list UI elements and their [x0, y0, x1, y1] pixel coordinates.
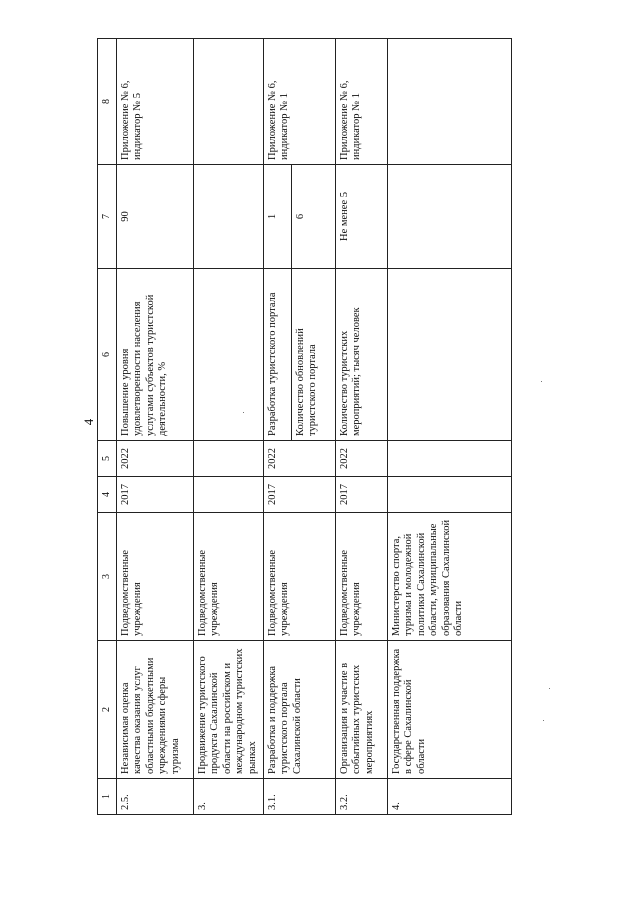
indicator-text [194, 269, 264, 441]
appendix-ref [194, 39, 264, 165]
executor: Министерство спорта, туризма и молодежной политики Сахалинской области, муниципальные образования Сахалинской области [388, 513, 512, 641]
table-row [264, 39, 292, 815]
header-col-1: 1 [98, 779, 117, 815]
executor: Подведомственные учреждения [264, 513, 336, 641]
row-number: 3.2. [336, 779, 388, 815]
appendix-ref: Приложение № 6, индикатор № 5 [117, 39, 194, 165]
table-row [117, 39, 194, 815]
end-year [194, 441, 264, 477]
table-row [194, 39, 264, 815]
appendix-ref: Приложение № 6, индикатор № 1 [336, 39, 388, 165]
executor: Подведомственные учреждения [194, 513, 264, 641]
document-table-rotated [97, 39, 510, 815]
start-year: 2017 [117, 477, 194, 513]
event-name: Государственная поддержка в сфере Сахалинской области [388, 641, 512, 779]
end-year: 2022 [117, 441, 194, 477]
indicator-text: Разработка туристского портала [264, 269, 292, 441]
start-year [388, 477, 512, 513]
start-year: 2017 [336, 477, 388, 513]
indicator-text [388, 269, 512, 441]
header-col-4: 4 [98, 477, 117, 513]
start-year [194, 477, 264, 513]
event-name: Независимая оценка качества оказания услуг областными бюджетными учреждениями сферы туризма [117, 641, 194, 779]
scan-speck [543, 720, 544, 721]
indicator-value: 90 [117, 165, 194, 269]
indicator-text: Количество туристских мероприятий; тысяч человек [336, 269, 388, 441]
table-row [388, 39, 512, 815]
indicator-text: Количество обновлений туристского портала [292, 269, 336, 441]
plan-table [97, 38, 512, 815]
appendix-ref [388, 39, 512, 165]
indicator-text: Повышение уровня удовлетворенности населения услугами субъектов туристской деятельности, % [117, 269, 194, 441]
executor: Подведомственные учреждения [336, 513, 388, 641]
scan-speck [549, 688, 550, 689]
table-row [336, 39, 388, 815]
header-col-2: 2 [98, 641, 117, 779]
header-row [98, 39, 117, 815]
indicator-value: 1 [264, 165, 292, 269]
indicator-value [194, 165, 264, 269]
header-col-8: 8 [98, 39, 117, 165]
header-col-6: 6 [98, 269, 117, 441]
indicator-value: Не менее 5 [336, 165, 388, 269]
event-name: Продвижение туристского продукта Сахалинской области на российском и международном туристских рынках [194, 641, 264, 779]
header-col-3: 3 [98, 513, 117, 641]
end-year [388, 441, 512, 477]
row-number: 3. [194, 779, 264, 815]
start-year: 2017 [264, 477, 336, 513]
executor: Подведомственные учреждения [117, 513, 194, 641]
end-year: 2022 [264, 441, 336, 477]
row-number: 4. [388, 779, 512, 815]
event-name: Разработка и поддержка туристского портала Сахалинской области [264, 641, 336, 779]
row-number: 2.5. [117, 779, 194, 815]
header-col-7: 7 [98, 165, 117, 269]
page-number: 4 [81, 418, 96, 426]
indicator-value: 6 [292, 165, 336, 269]
end-year: 2022 [336, 441, 388, 477]
header-col-5: 5 [98, 441, 117, 477]
indicator-value [388, 165, 512, 269]
scan-speck [243, 412, 244, 413]
event-name: Организация и участие в событийных туристских мероприятиях [336, 641, 388, 779]
row-number: 3.1. [264, 779, 336, 815]
scan-speck [541, 381, 542, 382]
appendix-ref: Приложение № 6, индикатор № 1 [264, 39, 336, 165]
